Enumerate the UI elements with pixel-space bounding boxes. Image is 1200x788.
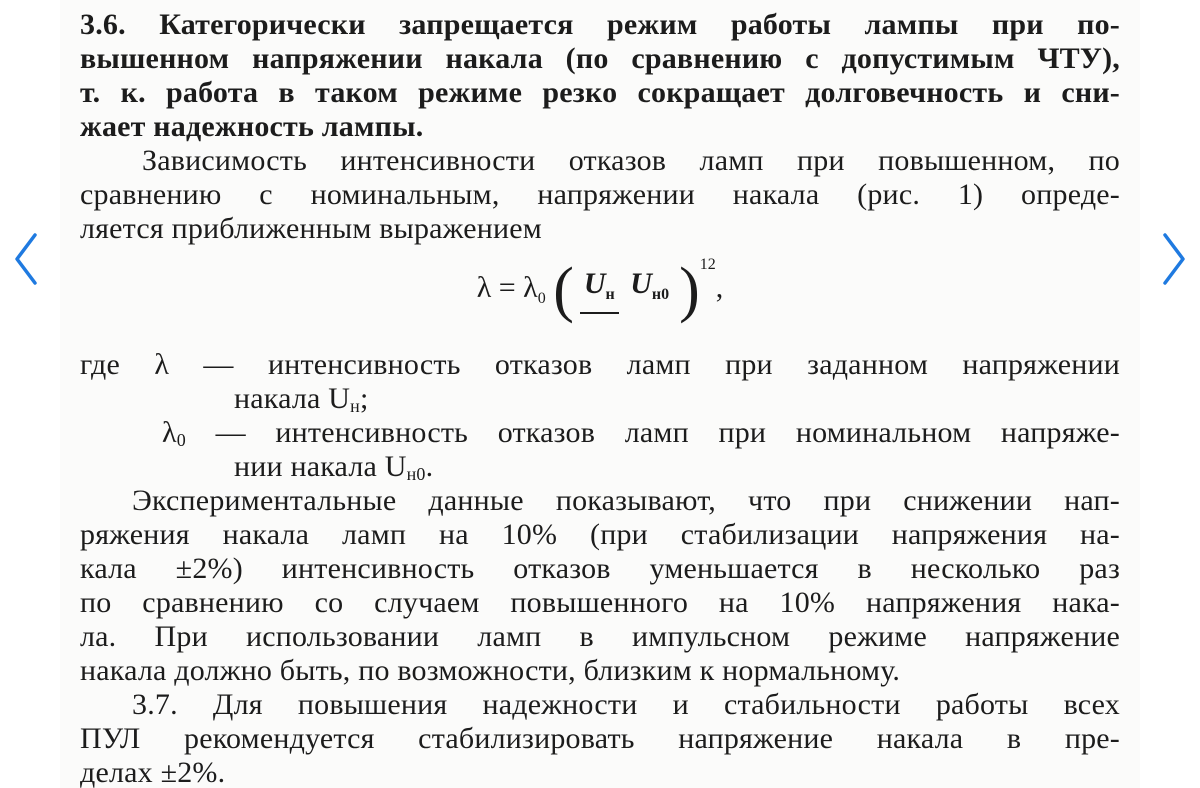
text-line: по сравнению со случаем повышенного на 10% напряжения нака- [80,586,1120,619]
next-page-button[interactable] [1152,224,1196,294]
definition-line: накала Uн; [234,382,369,416]
text-line: вышенном напряжении накала (по сравнению с допустимым ЧТУ), [80,42,1120,75]
formula-open-paren: ( [553,256,574,325]
formula [60,248,1140,325]
definition-line: нии накала Uн0. [234,450,434,484]
text-line: ла. При использовании ламп в импульсном режиме напряжение [80,620,1120,653]
text-line: 3.6. Категорически запрещается режим работы лампы при по- [80,8,1120,41]
previous-page-button[interactable] [4,224,48,294]
formula-numerator: Uн [580,267,619,314]
text-line: накала должно быть, по возможности, близким к нормальному. [80,654,901,687]
formula-lhs: λ = λ [476,271,538,304]
text-line: ряжения накала ламп на 10% (при стабилизации напряжения на- [80,518,1120,551]
formula-tail: , [715,271,724,304]
text-line: ляется приближенным выражением [80,212,542,245]
formula-close-paren: ) [679,256,700,325]
formula-fraction [580,267,673,314]
document-page [60,0,1140,788]
text-line: 3.7. Для повышения надежности и стабильности работы всех [132,688,1120,721]
text-line: ПУЛ рекомендуется стабилизировать напряжение накала в пре- [80,722,1120,755]
definition-line: λ0 — интенсивность отказов ламп при номинальном напряже- [162,416,1120,450]
definition-line: где λ — интенсивность отказов ламп при заданном напряжении [80,348,1120,381]
formula-denominator: Uн0 [630,266,670,303]
text-line: жает надежность лампы. [80,110,424,143]
text-line: т. к. работа в таком режиме резко сокращает долговечность и сни- [80,76,1120,109]
text-line: Экспериментальные данные показывают, что при снижении нап- [132,484,1120,517]
text-line: Зависимость интенсивности отказов ламп при повышенном, по [142,144,1120,177]
chevron-right-icon [1159,229,1189,289]
text-line: сравнению с номинальным, напряжении накала (рис. 1) опреде- [80,178,1120,211]
text-line: делах ±2%. [80,756,226,788]
chevron-left-icon [11,229,41,289]
formula-exponent: 12 [699,256,716,273]
text-line: кала ±2%) интенсивность отказов уменьшается в несколько раз [80,552,1120,585]
formula-lambda0-sub: 0 [537,290,546,307]
